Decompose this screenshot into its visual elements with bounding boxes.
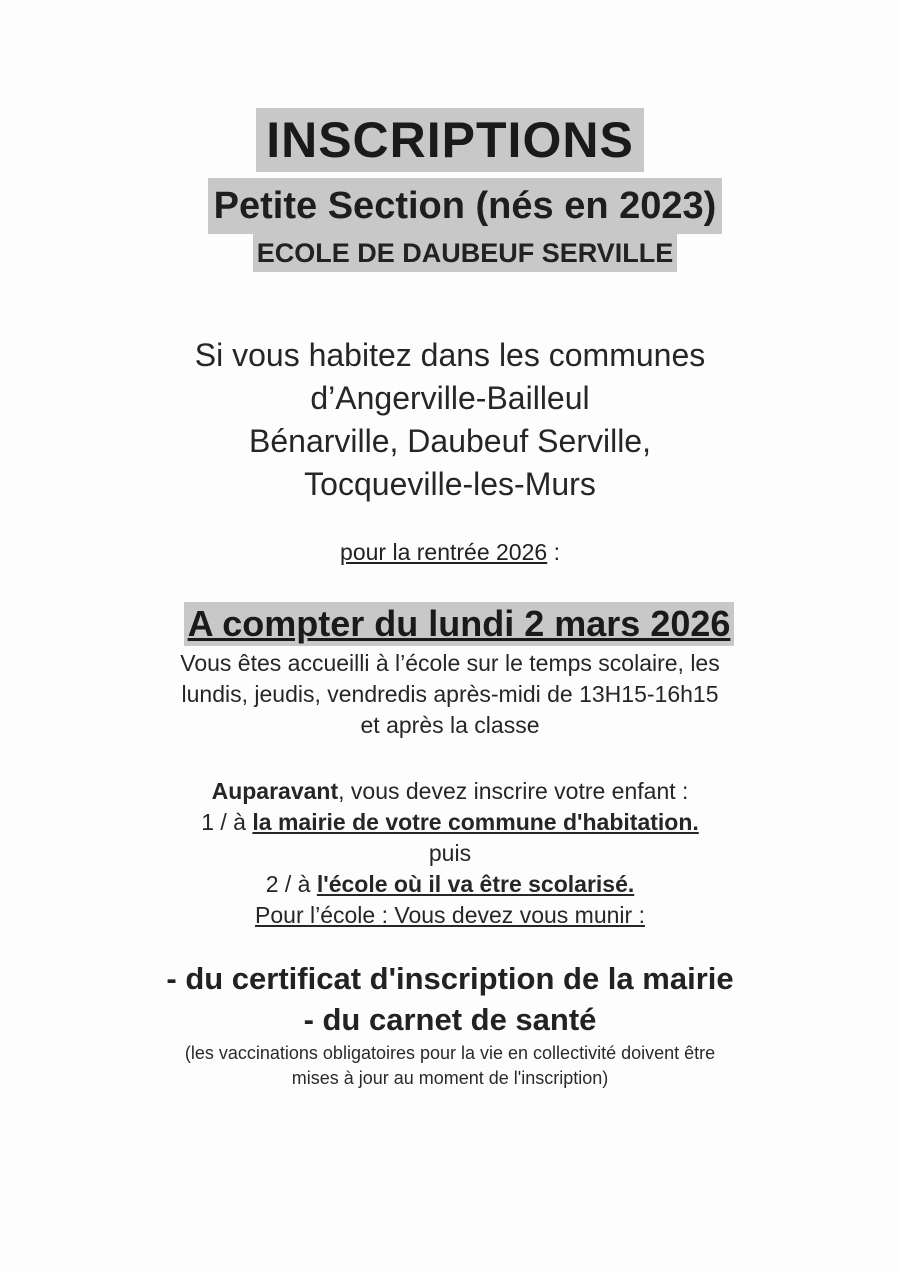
note-line: mises à jour au moment de l'inscription)	[291, 1068, 609, 1088]
inscription-intro	[0, 776, 900, 807]
step-2-text: l'école où il va être scolarisé.	[316, 871, 635, 897]
rentree-suffix: :	[547, 539, 560, 565]
page-title: INSCRIPTIONS	[256, 108, 644, 172]
puis-line: puis	[428, 840, 472, 866]
step-2	[0, 869, 900, 900]
munir-line: Pour l’école : Vous devez vous munir :	[255, 902, 645, 928]
inscription-section	[0, 776, 900, 931]
intro-bold: Auparavant	[211, 778, 339, 804]
communes-line: Bénarville, Daubeuf Serville,	[249, 423, 651, 459]
school-name: ECOLE DE DAUBEUF SERVILLE	[253, 234, 678, 272]
rentree-line	[0, 537, 900, 567]
intro-rest: , vous devez inscrire votre enfant :	[338, 778, 689, 804]
communes-line: d’Angerville-Bailleul	[310, 380, 590, 416]
rentree-label: pour la rentrée 2026	[340, 539, 548, 565]
accueil-line: Vous êtes accueilli à l’école sur le temps scolaire, les	[180, 650, 720, 676]
subtitle-block	[0, 178, 900, 234]
vaccination-note	[0, 1041, 900, 1091]
communes-section	[0, 334, 900, 506]
communes-line: Si vous habitez dans les communes	[194, 337, 706, 373]
communes-line: Tocqueville-les-Murs	[304, 466, 596, 502]
title-block	[0, 108, 900, 172]
school-block	[0, 234, 900, 272]
note-line: (les vaccinations obligatoires pour la vie en collectivité doivent être	[184, 1043, 716, 1063]
step-1	[0, 807, 900, 838]
document-item: - du certificat d'inscription de la mairie	[166, 961, 734, 996]
document-item: - du carnet de santé	[303, 1002, 597, 1037]
start-date-block	[0, 602, 900, 646]
accueil-section	[0, 648, 900, 741]
step-1-text: la mairie de votre commune d'habitation.	[252, 809, 699, 835]
documents-list	[0, 958, 900, 1040]
step-1-prefix: 1 / à	[201, 809, 253, 835]
page-subtitle: Petite Section (nés en 2023)	[208, 178, 723, 234]
step-2-prefix: 2 / à	[265, 871, 317, 897]
accueil-line: et après la classe	[360, 712, 540, 738]
start-date: A compter du lundi 2 mars 2026	[184, 602, 735, 646]
accueil-line: lundis, jeudis, vendredis après-midi de 13H15-16h15	[181, 681, 719, 707]
